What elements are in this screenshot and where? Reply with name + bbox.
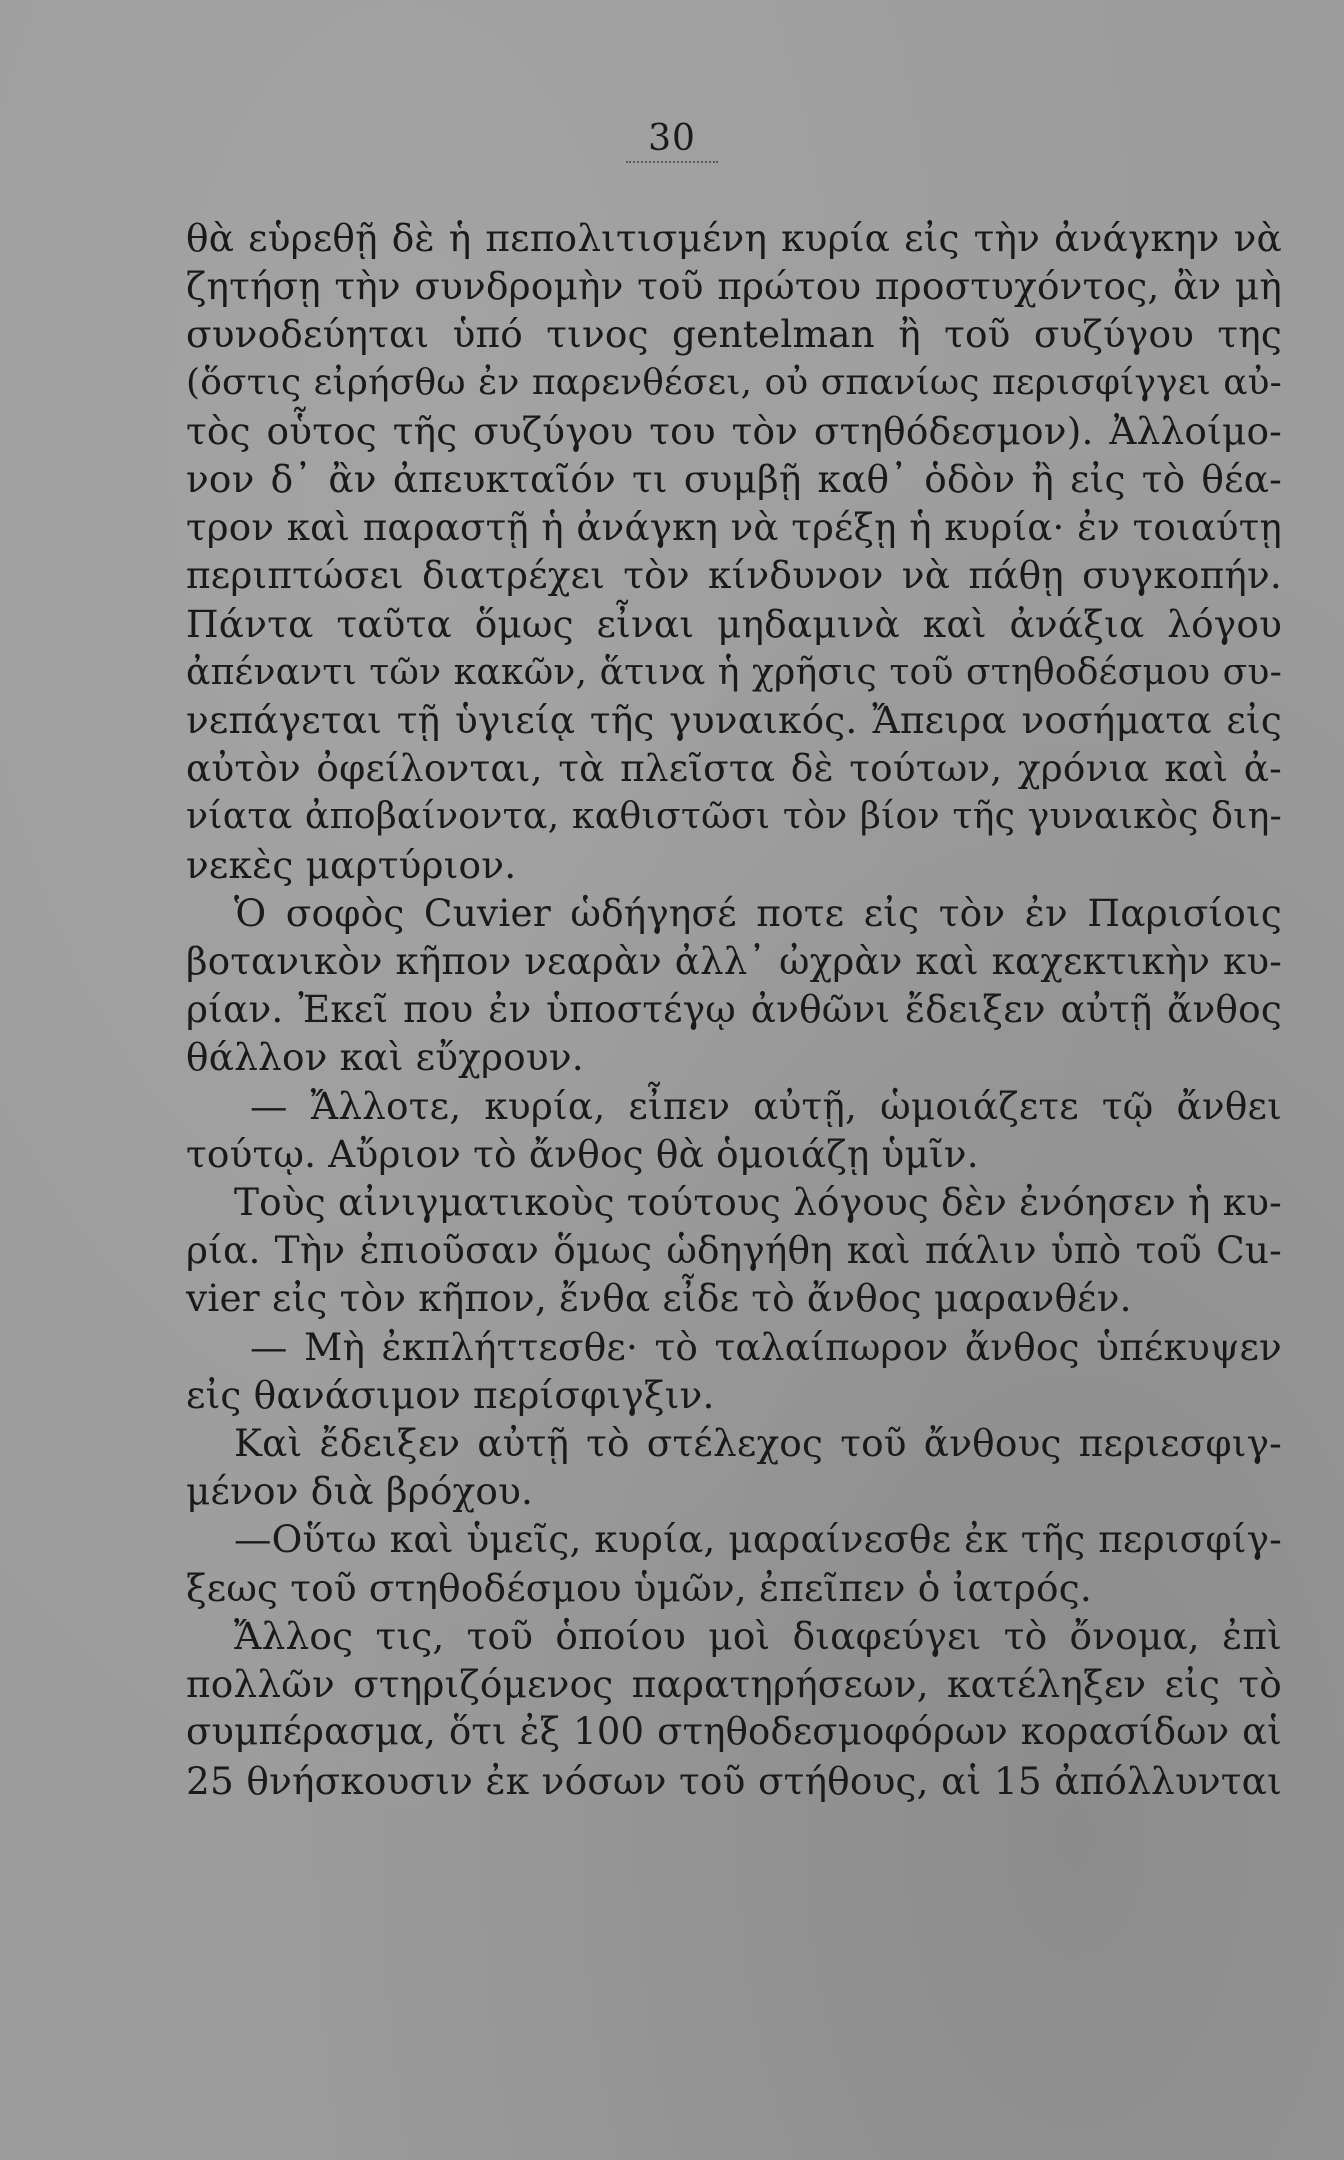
text-line: μένον διὰ βρόχου. bbox=[186, 1469, 534, 1514]
text-line: τρον καὶ παραστῇ ἡ ἀνάγκη νὰ τρέξῃ ἡ κυρία· ἐν τοιαύτῃ bbox=[186, 505, 1282, 550]
text-line: αὐτὸν ὀφείλονται, τὰ πλεῖστα δὲ τούτων, χρόνια καὶ ἀ- bbox=[186, 746, 1282, 791]
page-number: 30 bbox=[0, 118, 1344, 163]
text-line: ρία. Τὴν ἐπιοῦσαν ὅμως ὡδηγήθη καὶ πάλιν ὑπὸ τοῦ Cu- bbox=[186, 1228, 1282, 1273]
text-line: τούτῳ. Αὔριον τὸ ἄνθος θὰ ὁμοιάζῃ ὑμῖν. bbox=[186, 1131, 979, 1176]
text-line: συμπέρασμα, ὅτι ἐξ 100 στηθοδεσμοφόρων κορασίδων αἱ bbox=[186, 1710, 1282, 1754]
text-line: Πάντα ταῦτα ὅμως εἶναι μηδαμινὰ καὶ ἀνάξια λόγου bbox=[186, 601, 1282, 646]
text-line: —Οὕτω καὶ ὑμεῖς, κυρία, μαραίνεσθε ἐκ τῆς περισφίγ- bbox=[234, 1517, 1282, 1562]
text-line: βοτανικὸν κῆπον νεαρὰν ἀλλ᾽ ὠχρὰν καὶ καχεκτικὴν κυ- bbox=[186, 939, 1282, 984]
text-line: περιπτώσει διατρέχει τὸν κίνδυνον νὰ πάθῃ συγκοπήν. bbox=[186, 553, 1282, 598]
text-line: πολλῶν στηριζόμενος παρατηρήσεων, κατέληξεν εἰς τὸ bbox=[186, 1662, 1282, 1707]
text-line: Ἄλλος τις, τοῦ ὁποίου μοὶ διαφεύγει τὸ ὄνομα, ἐπὶ bbox=[234, 1613, 1282, 1658]
text-line: ρίαν. Ἐκεῖ που ἐν ὑποστέγῳ ἀνθῶνι ἔδειξεν αὐτῇ ἄνθος bbox=[186, 987, 1282, 1032]
text-line: Τοὺς αἰνιγματικοὺς τούτους λόγους δὲν ἐνόησεν ἡ κυ- bbox=[234, 1180, 1282, 1225]
text-line: (ὅστις εἰρήσθω ἐν παρενθέσει, οὐ σπανίως περισφίγγει αὐ- bbox=[186, 361, 1282, 403]
text-line: 25 θνήσκουσιν ἐκ νόσων τοῦ στήθους, αἱ 15 ἀπόλλυνται bbox=[186, 1758, 1282, 1803]
text-line: vier εἰς τὸν κῆπον, ἔνθα εἶδε τὸ ἄνθος μαρανθέν. bbox=[186, 1276, 1132, 1321]
text-line: — Ἄλλοτε, κυρία, εἶπεν αὐτῇ, ὡμοιάζετε τῷ ἄνθει bbox=[250, 1083, 1282, 1128]
text-line: νίατα ἀποβαίνοντα, καθιστῶσι τὸν βίον τῆς γυναικὸς διη- bbox=[186, 794, 1282, 838]
text-line: ἀπέναντι τῶν κακῶν, ἅτινα ἡ χρῆσις τοῦ στηθοδέσμου συ- bbox=[186, 649, 1282, 693]
text-line: νεκὲς μαρτύριον. bbox=[186, 842, 517, 887]
text-line: νεπάγεται τῇ ὑγιείᾳ τῆς γυναικός. Ἄπειρα νοσήματα εἰς bbox=[186, 698, 1282, 743]
text-line: Καὶ ἔδειξεν αὐτῇ τὸ στέλεχος τοῦ ἄνθους περιεσφιγ- bbox=[234, 1421, 1282, 1466]
text-line: τὸς οὗτος τῆς συζύγου του τὸν στηθόδεσμον). Ἀλλοίμο- bbox=[186, 408, 1282, 453]
text-line: ξεως τοῦ στηθοδέσμου ὑμῶν, ἐπεῖπεν ὁ ἰατρός. bbox=[186, 1565, 1092, 1610]
text-line: θὰ εὑρεθῇ δὲ ἡ πεπολιτισμένη κυρία εἰς τὴν ἀνάγκην νὰ bbox=[186, 216, 1282, 260]
text-line: νον δ᾽ ἂν ἀπευκταῖόν τι συμβῇ καθ᾽ ὁδὸν ἢ εἰς τὸ θέα- bbox=[186, 457, 1282, 502]
text-line: — Μὴ ἐκπλήττεσθε· τὸ ταλαίπωρον ἄνθος ὑπέκυψεν bbox=[250, 1324, 1282, 1369]
text-line: θάλλον καὶ εὔχρουν. bbox=[186, 1035, 584, 1080]
text-line: συνοδεύηται ὑπό τινος gentelman ἢ τοῦ συζύγου της bbox=[186, 312, 1282, 357]
page-body-text bbox=[186, 214, 1282, 1805]
text-line: Ὁ σοφὸς Cuvier ὡδήγησέ ποτε εἰς τὸν ἐν Παρισίοις bbox=[234, 890, 1282, 935]
text-line: εἰς θανάσιμον περίσφιγξιν. bbox=[186, 1372, 715, 1417]
text-line: ζητήσῃ τὴν συνδρομὴν τοῦ πρώτου προστυχόντος, ἂν μὴ bbox=[186, 264, 1282, 309]
